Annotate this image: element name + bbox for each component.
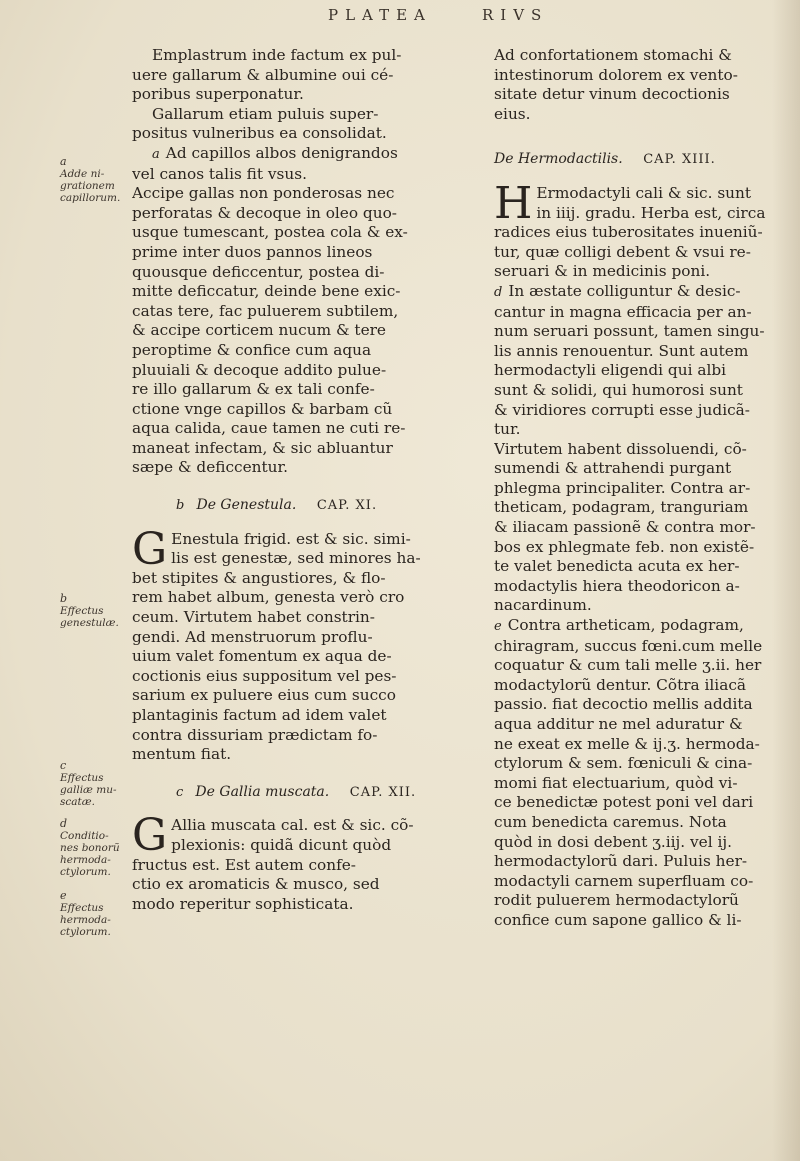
text-line: mentum fiat. [132, 745, 232, 764]
text-line: vel canos talis fit vsus. [132, 164, 307, 183]
paragraph [494, 616, 786, 931]
text-line: ctione vnge capillos & barbam cũ [132, 399, 393, 418]
margin-note-a [60, 156, 126, 204]
text-line: passio. fiat decoctio mellis addita [494, 695, 753, 714]
text-line: e Contra artheticam, podagram, [494, 616, 744, 635]
text-line: Enestula frigid. est & sic. simi- [171, 529, 411, 548]
chapter-heading [132, 496, 478, 516]
text-line: radices eius tuberositates inueniũ- [494, 223, 763, 242]
text-line: Ad confortationem stomachi & [494, 46, 732, 64]
text-line: pluuiali & decoque addito pulue- [132, 360, 387, 379]
margin-note-letter: e [60, 889, 67, 902]
left-column [132, 46, 478, 914]
paragraph [494, 440, 786, 616]
margin-note-e [60, 890, 126, 938]
text-line: peroptime & confice cum aqua [132, 340, 372, 359]
text-line: sunt & solidi, qui humorosi sunt [494, 380, 743, 399]
text-line: cum benedicta caremus. Nota [494, 812, 727, 831]
chapter-title: De Hermodactilis. [494, 151, 623, 168]
text-line: modactyli carnem superfluam co- [494, 871, 754, 890]
margin-note-text: Conditio- nes bonorũ hermoda- ctylorum. [60, 830, 120, 878]
chapter-heading [494, 150, 786, 170]
text-line: lis est genestæ, sed minores ha- [171, 549, 421, 568]
chapter-heading [132, 783, 478, 803]
text-line: modo reperitur sophisticata. [132, 894, 354, 913]
margin-note-letter: d [60, 817, 68, 830]
note-marker: b [176, 498, 186, 514]
text-line: contra dissuriam prædictam fo- [132, 725, 378, 744]
text-line: coquatur & cum tali melle ʒ.ii. her [494, 656, 762, 675]
text-line: quòd in dosi debent ʒ.iij. vel ij. [494, 832, 732, 851]
text-line: d In æstate colliguntur & desic- [494, 281, 741, 300]
text-line: Emplastrum inde factum ex pul- [152, 46, 402, 64]
text-line: ceum. Virtutem habet constrin- [132, 608, 375, 627]
text-line: modactylorũ dentur. Cõtra iliacã [494, 675, 747, 694]
text-line: poribus superponatur. [132, 85, 304, 104]
text-line: in iiij. gradu. Herba est, circa [536, 203, 766, 222]
text-line: intestinorum dolorem ex vento- [494, 65, 738, 84]
text-line: te valet benedicta acuta ex her- [494, 557, 740, 576]
text-line: nacardinum. [494, 596, 592, 615]
header-right-word: RIVS [482, 6, 549, 24]
margin-note-text: Effectus genestulæ. [60, 605, 119, 629]
text-line: eius. [494, 104, 531, 123]
text-line: cantur in magna efficacia per an- [494, 302, 752, 321]
text-line: aqua calida, caue tamen ne cuti re- [132, 419, 406, 438]
paragraph [132, 810, 478, 914]
text-line: ce benedictæ potest poni vel dari [494, 793, 754, 812]
text-line: chiragram, succus fœni.cum melle [494, 636, 763, 655]
header-left-word: PLATEA [328, 6, 432, 24]
text-line: re illo gallarum & ex tali confe- [132, 380, 375, 399]
text-line: coctionis eius suppositum vel pes- [132, 666, 397, 685]
chapter-number: CAP. XIII. [643, 152, 716, 168]
margin-note-d [60, 818, 126, 878]
paragraph [494, 46, 786, 124]
text-line: Ermodactyli cali & sic. sunt [536, 183, 752, 202]
margin-note-text: Effectus hermoda- ctylorum. [60, 902, 111, 938]
text-line: perforatas & decoque in oleo quo- [132, 203, 397, 222]
paragraph [494, 177, 786, 282]
text-line: usque tumescant, postea cola & ex- [132, 223, 408, 242]
text-line: bet stipites & angustiores, & flo- [132, 568, 386, 587]
text-line: sitate detur vinum decoctionis [494, 85, 730, 104]
drop-cap: G [132, 810, 168, 862]
text-line: sæpe & deficcentur. [132, 458, 288, 477]
text-line: & viridiores corrupti esse judicã- [494, 400, 750, 419]
text-line: gendi. Ad menstruorum proflu- [132, 627, 373, 646]
text-line: tur, quæ colligi debent & vsui re- [494, 242, 751, 261]
margin-note-text: Effectus galliæ mu- scatæ. [60, 772, 117, 808]
text-line: plexionis: quidã dicunt quòd [171, 835, 392, 854]
text-line: bos ex phlegmate feb. non existẽ- [494, 537, 755, 556]
text-line: hermodactyli eligendi qui albi [494, 361, 727, 380]
margin-note-text: Adde ni- grationem capillorum. [60, 168, 121, 204]
text-line: phlegma principaliter. Contra ar- [494, 478, 751, 497]
paragraph [132, 105, 478, 144]
chapter-title: De Genestula. [196, 497, 297, 514]
text-line: ctio ex aromaticis & musco, sed [132, 875, 380, 894]
text-line: mitte deficcatur, deinde bene exic- [132, 282, 401, 301]
margin-note-b [60, 593, 126, 629]
text-line: momi fiat electuarium, quòd vi- [494, 773, 738, 792]
text-line: rem habet album, genesta verò cro [132, 588, 405, 607]
margin-note-letter: b [60, 592, 68, 605]
paragraph [494, 282, 786, 440]
paragraph [132, 523, 478, 765]
text-line: positus vulneribus ea consolidat. [132, 124, 387, 143]
note-marker: e [494, 619, 502, 635]
text-line: sumendi & attrahendi purgant [494, 459, 732, 478]
margin-note-letter: c [60, 759, 67, 772]
text-line: catas tere, fac puluerem subtilem, [132, 301, 399, 320]
text-line: ctylorum & sem. fœniculi & cina- [494, 754, 753, 773]
text-line: seruari & in medicinis poni. [494, 262, 711, 281]
text-line: theticam, podagram, tranguriam [494, 498, 749, 517]
margin-note-c [60, 760, 126, 808]
drop-cap: H [494, 177, 533, 229]
text-line: Accipe gallas non ponderosas nec [132, 184, 395, 203]
text-line: modactylis hiera theodoricon a- [494, 576, 740, 595]
text-line: sarium ex puluere eius cum succo [132, 686, 396, 705]
text-line: lis annis renouentur. Sunt autem [494, 341, 749, 360]
text-line: ne exeat ex melle & ij.ʒ. hermoda- [494, 734, 760, 753]
text-line: aqua additur ne mel aduratur & [494, 715, 743, 733]
chapter-number: CAP. XI. [316, 498, 378, 514]
text-line: prime inter duos pannos lineos [132, 242, 373, 261]
text-line: uere gallarum & albumine oui cé- [132, 65, 394, 84]
text-line: quousque deficcentur, postea di- [132, 262, 385, 281]
text-line: Allia muscata cal. est & sic. cõ- [171, 816, 414, 835]
text-line: uium valet fomentum ex aqua de- [132, 647, 392, 666]
text-line: & iliacam passionẽ & contra mor- [494, 518, 756, 537]
text-line: plantaginis factum ad idem valet [132, 706, 387, 724]
chapter-number: CAP. XII. [349, 784, 417, 800]
text-line: maneat infectam, & sic abluantur [132, 438, 393, 457]
text-line: a Ad capillos albos denigrandos [152, 143, 398, 162]
margin-note-letter: a [60, 155, 67, 168]
paragraph [132, 144, 478, 478]
note-marker: a [152, 146, 160, 162]
note-marker: c [176, 784, 185, 800]
text-line: & accipe corticem nucum & tere [132, 321, 386, 340]
paragraph [132, 46, 478, 105]
text-line: tur. [494, 420, 521, 439]
running-header [180, 2, 600, 26]
text-line: num seruari possunt, tamen singu- [494, 322, 765, 341]
chapter-title: De Gallia muscata. [195, 783, 330, 800]
text-line: fructus est. Est autem confe- [132, 855, 356, 874]
text-line: Gallarum etiam puluis super- [152, 104, 379, 123]
text-line: hermodactylorũ dari. Puluis her- [494, 852, 748, 871]
right-column [494, 46, 786, 931]
note-marker: d [494, 284, 503, 300]
drop-cap: G [132, 523, 168, 575]
text-line: Virtutem habent dissoluendi, cõ- [494, 439, 747, 458]
text-line: rodit puluerem hermodactylorũ [494, 891, 739, 910]
text-line: confice cum sapone gallico & li- [494, 910, 742, 929]
